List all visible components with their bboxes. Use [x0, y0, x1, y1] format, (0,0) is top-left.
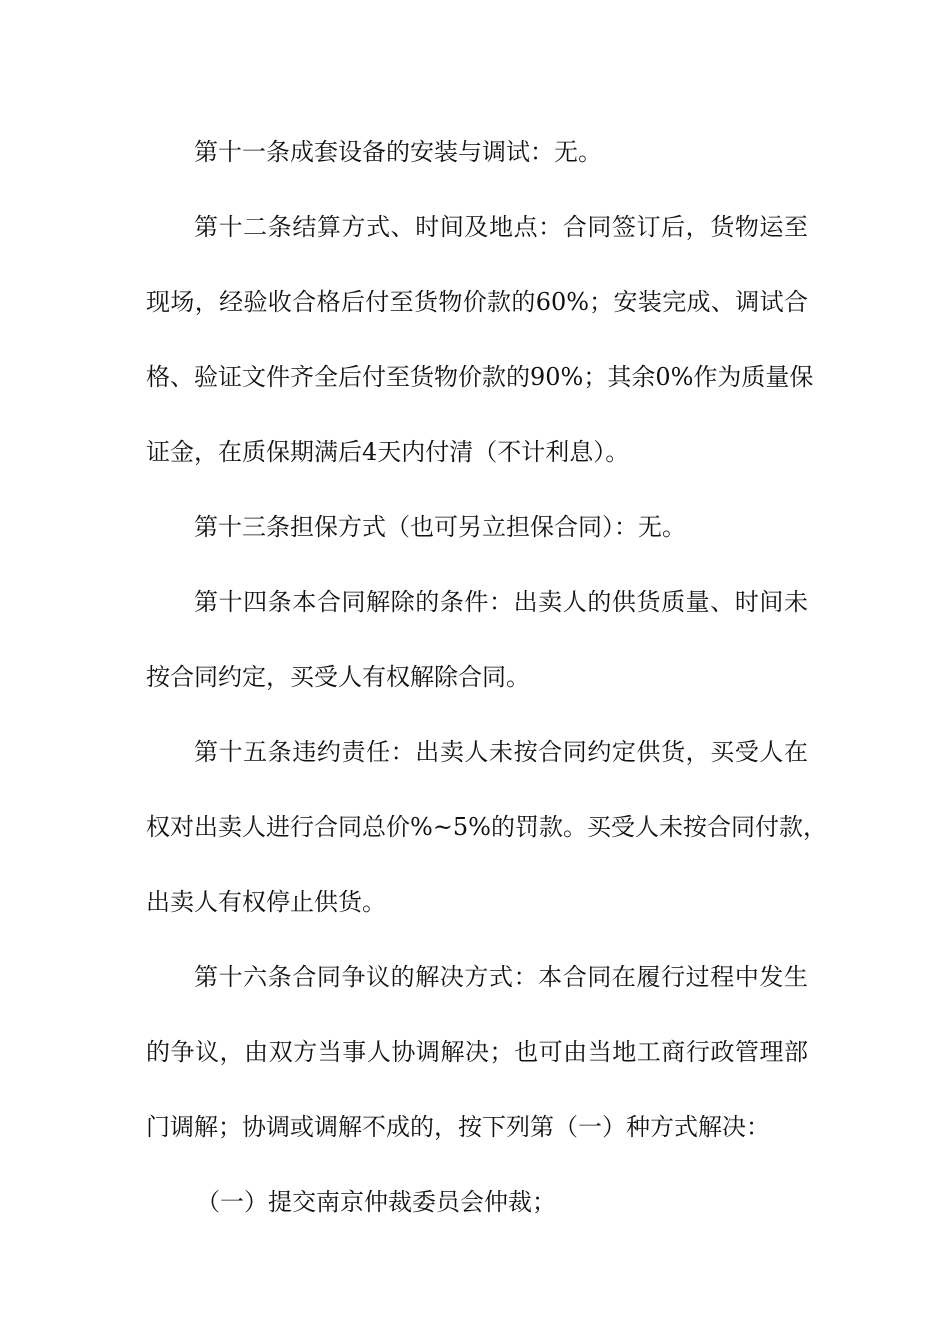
text-line: 按合同约定，买受人有权解除合同。 [146, 663, 530, 691]
text-line: 第十二条结算方式、时间及地点：合同签订后，货物运至 [194, 213, 808, 241]
text-line: 门调解；协调或调解不成的，按下列第（一）种方式解决： [146, 1113, 770, 1141]
text-line: 第十五条违约责任：出卖人未按合同约定供货，买受人在 [194, 738, 808, 766]
text-line: （一）提交南京仲裁委员会仲裁； [196, 1188, 556, 1216]
text-line: 第十四条本合同解除的条件：出卖人的供货质量、时间未 [194, 588, 808, 616]
text-line: 的争议，由双方当事人协调解决；也可由当地工商行政管理部 [146, 1038, 808, 1066]
text-line: 格、验证文件齐全后付至货物价款的90%；其余0%作为质量保 [146, 363, 814, 391]
text-line: 权对出卖人进行合同总价%~5%的罚款。买受人未按合同付款， [146, 813, 827, 841]
text-line: 第十六条合同争议的解决方式：本合同在履行过程中发生 [194, 963, 808, 991]
text-line: 出卖人有权停止供货。 [146, 888, 386, 916]
text-line: 证金，在质保期满后4天内付清（不计利息）。 [146, 438, 630, 466]
text-line: 第十一条成套设备的安装与调试：无。 [194, 138, 602, 166]
text-line: 第十三条担保方式（也可另立担保合同）：无。 [194, 513, 686, 541]
text-line: 现场，经验收合格后付至货物价款的60%；安装完成、调试合 [146, 288, 808, 316]
